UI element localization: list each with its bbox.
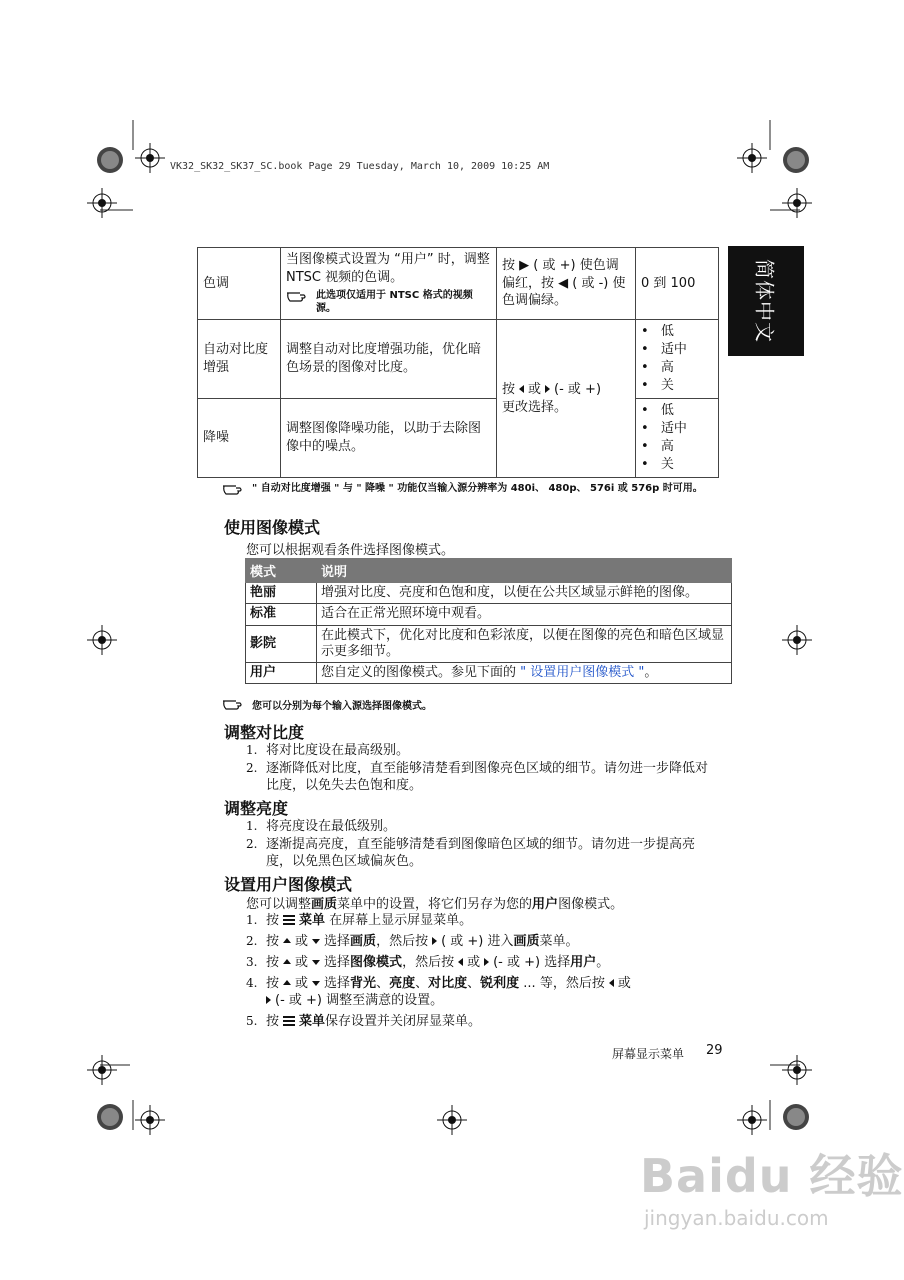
target-mark-r1 (782, 188, 812, 218)
setting-options (636, 320, 719, 399)
picture-mode-table (245, 558, 732, 684)
list-item: 1. 按 菜单 在屏幕上显示屏显菜单。 (246, 913, 473, 928)
table-header-row (246, 559, 732, 583)
mode-desc: 适合在正常光照环境中观看。 (317, 604, 732, 625)
table-row (198, 320, 719, 399)
target-mark-ml (87, 625, 117, 655)
target-mark-br2 (737, 1105, 767, 1135)
option-item: • 关 (641, 377, 713, 395)
watermark-brand: Baidu 经验 (640, 1149, 904, 1203)
section-intro: 您可以调整画质菜单中的设置，将它们另存为您的用户图像模式。 (246, 897, 624, 912)
watermark-url: jingyan.baidu.com (644, 1206, 829, 1230)
mode-name: 影院 (246, 625, 317, 663)
list-item: 4. 按 或 选择背光、亮度、对比度、锐利度 ... 等，然后按 或 (- 或 +) 调整至满意的设置。 (246, 976, 631, 1008)
right-arrow-icon (432, 937, 437, 945)
setting-desc (281, 248, 497, 320)
table-row (246, 663, 732, 684)
note-text: 您可以分别为每个输入源选择图像模式。 (252, 701, 432, 712)
target-mark-l1 (87, 188, 117, 218)
col-desc: 说明 (317, 559, 732, 583)
setting-name: 色调 (198, 248, 281, 320)
option-item: • 适中 (641, 420, 713, 438)
setting-op: 按 ▶ ( 或 +) 使色调偏红，按 ◀ ( 或 -) 使色调偏绿。 (497, 248, 636, 320)
sunburst-mark-bl (97, 1104, 123, 1130)
mode-desc: 增强对比度、亮度和色饱和度，以便在公共区域显示鲜艳的图像。 (317, 583, 732, 604)
option-item: • 低 (641, 323, 713, 341)
file-meta-header: VK32_SK32_SK37_SC.book Page 29 Tuesday, March 10, 2009 10:25 AM (170, 161, 550, 172)
down-arrow-icon (312, 981, 320, 986)
table-row (246, 583, 732, 604)
table-row (198, 248, 719, 320)
language-tab-label: 简体中文 (752, 259, 777, 343)
option-item: • 高 (641, 359, 713, 377)
setting-name: 自动对比度增强 (198, 320, 281, 399)
right-arrow-icon (545, 385, 550, 393)
option-item: • 关 (641, 456, 713, 474)
target-mark-bl2 (135, 1105, 165, 1135)
target-mark-tl (135, 143, 165, 173)
setting-range: 0 到 100 (636, 248, 719, 320)
left-arrow-icon (609, 979, 614, 987)
user-mode-link[interactable]: " 设置用户图像模式 " (516, 665, 645, 680)
page-number: 29 (706, 1043, 723, 1058)
setting-desc: 调整图像降噪功能，以助于去除图像中的噪点。 (281, 399, 497, 478)
option-item: • 低 (641, 402, 713, 420)
menu-icon (283, 915, 295, 925)
mode-name: 标准 (246, 604, 317, 625)
menu-icon (283, 1016, 295, 1026)
mode-desc: 在此模式下，优化对比度和色彩浓度，以便在图像的亮色和暗色区域显示更多细节。 (317, 625, 732, 663)
sunburst-mark-tl (97, 147, 123, 173)
note-text: " 自动对比度增强 " 与 " 降噪 " 功能仅当输入源分辨率为 480i、 480p、 576i 或 576p 时可用。 (252, 483, 703, 494)
note-resolution (222, 482, 718, 496)
section-title-contrast: 调整对比度 (224, 723, 305, 742)
mode-name: 用户 (246, 663, 317, 684)
setting-name: 降噪 (198, 399, 281, 478)
footer-section-label: 屏幕显示菜单 (612, 1047, 685, 1061)
list-item: 2. 逐渐降低对比度，直至能够清楚看到图像亮色区域的细节。请勿进一步降低对比度，以免失去色饱和度。 (246, 761, 709, 793)
right-arrow-icon (266, 996, 271, 1004)
option-item: • 适中 (641, 341, 713, 359)
target-mark-mr (782, 625, 812, 655)
setting-desc-text: 当图像模式设置为 “用户” 时，调整 NTSC 视频的色调。 (286, 252, 490, 285)
left-arrow-icon (458, 958, 463, 966)
up-arrow-icon (283, 980, 291, 985)
section-title-brightness: 调整亮度 (224, 799, 289, 818)
left-arrow-icon (519, 385, 524, 393)
language-tab (728, 246, 804, 356)
inline-note (286, 289, 491, 316)
section-title-user-mode: 设置用户图像模式 (224, 875, 353, 894)
option-item: • 高 (641, 438, 713, 456)
settings-table (197, 247, 719, 478)
note-per-input (222, 697, 432, 712)
down-arrow-icon (312, 960, 320, 965)
sunburst-mark-tr (783, 147, 809, 173)
pointing-hand-icon (286, 289, 312, 303)
table-row (198, 399, 719, 478)
setting-op-shared: 按 或 (- 或 +) 更改选择。 (497, 320, 636, 478)
pointing-hand-icon (222, 482, 248, 496)
target-mark-tr (737, 143, 767, 173)
right-arrow-icon (484, 958, 489, 966)
down-arrow-icon (312, 939, 320, 944)
section-intro: 您可以根据观看条件选择图像模式。 (246, 543, 455, 558)
sunburst-mark-br (783, 1104, 809, 1130)
inline-note-text: 此选项仅适用于 NTSC 格式的视频源。 (316, 289, 473, 315)
table-row (246, 604, 732, 625)
setting-options (636, 399, 719, 478)
target-mark-bl (87, 1055, 117, 1085)
list-item: 3. 按 或 选择图像模式，然后按 或 (- 或 +) 选择用户。 (246, 955, 610, 970)
section-title-picture-mode: 使用图像模式 (224, 518, 321, 537)
user-mode-steps (246, 912, 716, 1031)
list-item: 5. 按 菜单保存设置并关闭屏显菜单。 (246, 1014, 482, 1029)
pointing-hand-icon (222, 697, 248, 711)
list-item: 2. 按 或 选择画质，然后按 ( 或 +) 进入画质菜单。 (246, 934, 579, 949)
mode-desc: 您自定义的图像模式。参见下面的 " 设置用户图像模式 "。 (317, 663, 732, 684)
baidu-watermark (640, 1140, 904, 1230)
brightness-steps (246, 818, 716, 871)
target-mark-bc (437, 1105, 467, 1135)
up-arrow-icon (283, 938, 291, 943)
table-row (246, 625, 732, 663)
list-item: 2. 逐渐提高亮度，直至能够清楚看到图像暗色区域的细节。请勿进一步提高亮度，以免黑色区域偏灰色。 (246, 837, 696, 869)
contrast-steps (246, 742, 716, 795)
list-item: 1. 将亮度设在最低级别。 (246, 819, 397, 834)
target-mark-br (782, 1055, 812, 1085)
col-mode: 模式 (246, 559, 317, 583)
up-arrow-icon (283, 959, 291, 964)
list-item: 1. 将对比度设在最高级别。 (246, 743, 410, 758)
setting-desc: 调整自动对比度增强功能，优化暗色场景的图像对比度。 (281, 320, 497, 399)
mode-name: 艳丽 (246, 583, 317, 604)
